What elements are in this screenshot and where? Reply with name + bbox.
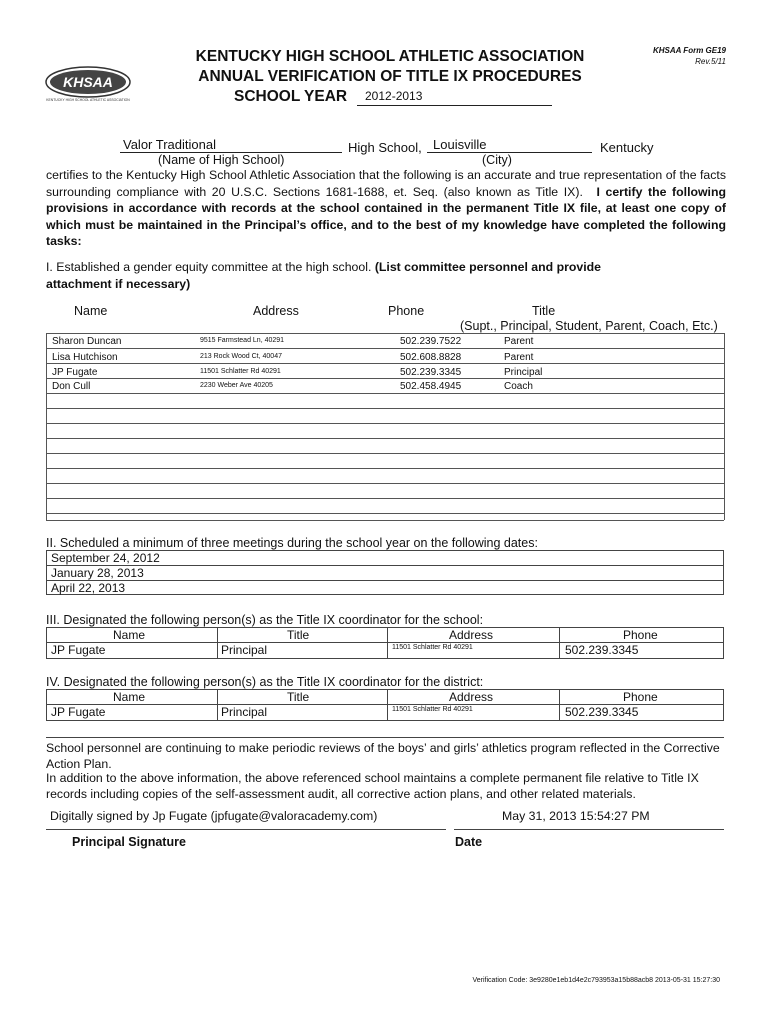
member-address: 213 Rock Wood Ct, 40047 <box>200 353 282 360</box>
table-row <box>46 378 724 394</box>
col-title-subheader: (Supt., Principal, Student, Parent, Coach, Etc.) <box>460 319 718 333</box>
col-phone-header: Phone <box>388 304 425 318</box>
member-phone: 502.608.8828 <box>400 352 462 363</box>
member-phone: 502.239.7522 <box>400 336 462 347</box>
signature-label: Principal Signature <box>72 835 186 849</box>
form-id-number: KHSAA Form GE19 <box>652 46 726 55</box>
district-coordinator-title: Principal <box>221 705 268 719</box>
logo-text: KHSAA <box>63 74 113 90</box>
divider <box>47 580 723 581</box>
district-coordinator-address-header: Address <box>449 690 494 704</box>
col-address-header: Address <box>253 304 299 318</box>
table-row <box>46 363 724 379</box>
col-divider <box>217 628 218 658</box>
table-row <box>46 505 724 521</box>
closing-paragraph-1: School personnel are continuing to make periodic reviews of the boys’ and girls’ athletics program reflected in the Corrective Action Plan. <box>46 741 720 771</box>
district-coordinator-phone: 502.239.3345 <box>565 705 639 719</box>
member-address: 11501 Schlatter Rd 40291 <box>200 368 281 375</box>
date-value: May 31, 2013 15:54:27 PM <box>502 809 650 823</box>
member-phone: 502.458.4945 <box>400 381 462 392</box>
member-name: JP Fugate <box>52 367 98 378</box>
table-row <box>46 393 724 409</box>
member-address: 9515 Farmstead Ln, 40291 <box>200 337 285 344</box>
table-row <box>46 453 724 469</box>
section3-heading: III. Designated the following person(s) as the Title IX coordinator for the school: <box>46 613 484 627</box>
meeting-dates-box <box>46 550 724 595</box>
divider <box>47 565 723 566</box>
form-revision: Rev.5/11 <box>695 57 726 66</box>
district-coordinator-phone-header: Phone <box>623 690 658 704</box>
district-coordinator-name-header: Name <box>113 690 146 704</box>
table-row <box>46 483 724 499</box>
school-name-caption: (Name of High School) <box>158 153 285 167</box>
state-label: Kentucky <box>600 140 654 155</box>
verification-code: Verification Code: 3e9280e1eb1d4e2c793953a15b88acb8 2013-05-31 15:27:30 <box>472 977 720 984</box>
member-name: Lisa Hutchison <box>52 352 118 363</box>
table-row <box>46 468 724 484</box>
member-name: Sharon Duncan <box>52 336 122 347</box>
city-value: Louisville <box>433 137 487 152</box>
col-divider <box>387 628 388 658</box>
table-row <box>46 348 724 364</box>
district-coordinator-title-header: Title <box>287 690 310 704</box>
school-coordinator-phone-header: Phone <box>623 628 658 642</box>
school-name-field <box>120 137 342 153</box>
member-title: Coach <box>504 381 533 392</box>
table-row <box>46 438 724 454</box>
table-row <box>46 423 724 439</box>
col-title-header: Title <box>532 304 556 318</box>
khsaa-logo-icon <box>44 64 132 104</box>
section1-heading <box>46 259 646 292</box>
school-coordinator-title: Principal <box>221 643 268 657</box>
school-year-field <box>357 89 552 106</box>
school-coordinator-title-header: Title <box>287 628 310 642</box>
meeting-date: January 28, 2013 <box>51 566 144 580</box>
school-coordinator-phone: 502.239.3345 <box>565 643 639 657</box>
section1-heading-bold: (List committee personnel and provide attachment if necessary) <box>46 260 601 291</box>
member-address: 2230 Weber Ave 40205 <box>200 382 273 389</box>
date-label: Date <box>455 835 483 849</box>
school-year-value: 2012-2013 <box>365 89 423 103</box>
city-caption: (City) <box>482 153 512 167</box>
logo-tagline: KENTUCKY HIGH SCHOOL ATHLETIC ASSOCIATION <box>46 98 130 102</box>
table-row <box>46 333 724 349</box>
member-title: Parent <box>504 336 534 347</box>
school-coordinator-name-header: Name <box>113 628 146 642</box>
school-coordinator-address: 11501 Schlatter Rd 40291 <box>392 644 473 651</box>
member-phone: 502.239.3345 <box>400 367 462 378</box>
district-coordinator-name: JP Fugate <box>51 705 106 719</box>
form-id <box>653 45 726 67</box>
section4-heading: IV. Designated the following person(s) as the Title IX coordinator for the district: <box>46 675 484 689</box>
meeting-date: September 24, 2012 <box>51 551 160 565</box>
school-year-label: SCHOOL YEAR <box>234 88 348 105</box>
closing-rule <box>46 737 724 738</box>
col-name-header: Name <box>74 304 108 318</box>
district-coordinator-box <box>46 689 724 721</box>
khsaa-logo <box>44 64 132 104</box>
title-line1: KENTUCKY HIGH SCHOOL ATHLETIC ASSOCIATION <box>195 48 585 65</box>
certification-bold-text: I certify the following provisions in accordance with records at the school contained in the permanent Title IX file, at least one copy of which must be maintained in the Principal’s office, and to the best of my knowledge have completed the following tasks: <box>46 184 726 248</box>
date-line <box>454 829 724 830</box>
table-right-border <box>724 333 725 520</box>
section2-heading: II. Scheduled a minimum of three meetings during the school year on the following dates: <box>46 536 538 550</box>
member-title: Parent <box>504 352 534 363</box>
section1-heading-text: I. Established a gender equity committee at the high school. <box>46 260 372 274</box>
school-coordinator-address-header: Address <box>449 628 494 642</box>
table-row <box>46 408 724 424</box>
signature-value: Digitally signed by Jp Fugate (jpfugate@valoracademy.com) <box>50 809 378 823</box>
certification-text: certifies to the Kentucky High School Athletic Association that the following is an accurate and true representation of the facts surrounding compliance with 20 U.S.C. Sections 1681-1688, et. Seq. (also known as Title IX). <box>46 168 726 199</box>
col-divider <box>559 628 560 658</box>
col-divider <box>217 690 218 720</box>
member-name: Don Cull <box>52 381 91 392</box>
title-line2: ANNUAL VERIFICATION OF TITLE IX PROCEDURES <box>198 68 582 85</box>
member-title: Principal <box>504 367 543 378</box>
school-coordinator-name: JP Fugate <box>51 643 106 657</box>
closing-paragraph-2: In addition to the above information, the above referenced school maintains a complete permanent file relative to Title IX records including copies of the self-assessment audit, all corrective action plans, and other related materials. <box>46 771 699 801</box>
col-divider <box>387 690 388 720</box>
district-coordinator-address: 11501 Schlatter Rd 40291 <box>392 706 473 713</box>
meeting-date: April 22, 2013 <box>51 581 126 595</box>
school-name-value: Valor Traditional <box>123 137 216 152</box>
certification-paragraph <box>46 167 726 250</box>
col-divider <box>559 690 560 720</box>
school-coordinator-box <box>46 627 724 659</box>
city-field <box>427 137 592 153</box>
high-school-label: High School, <box>348 140 422 155</box>
signature-line <box>46 829 446 830</box>
